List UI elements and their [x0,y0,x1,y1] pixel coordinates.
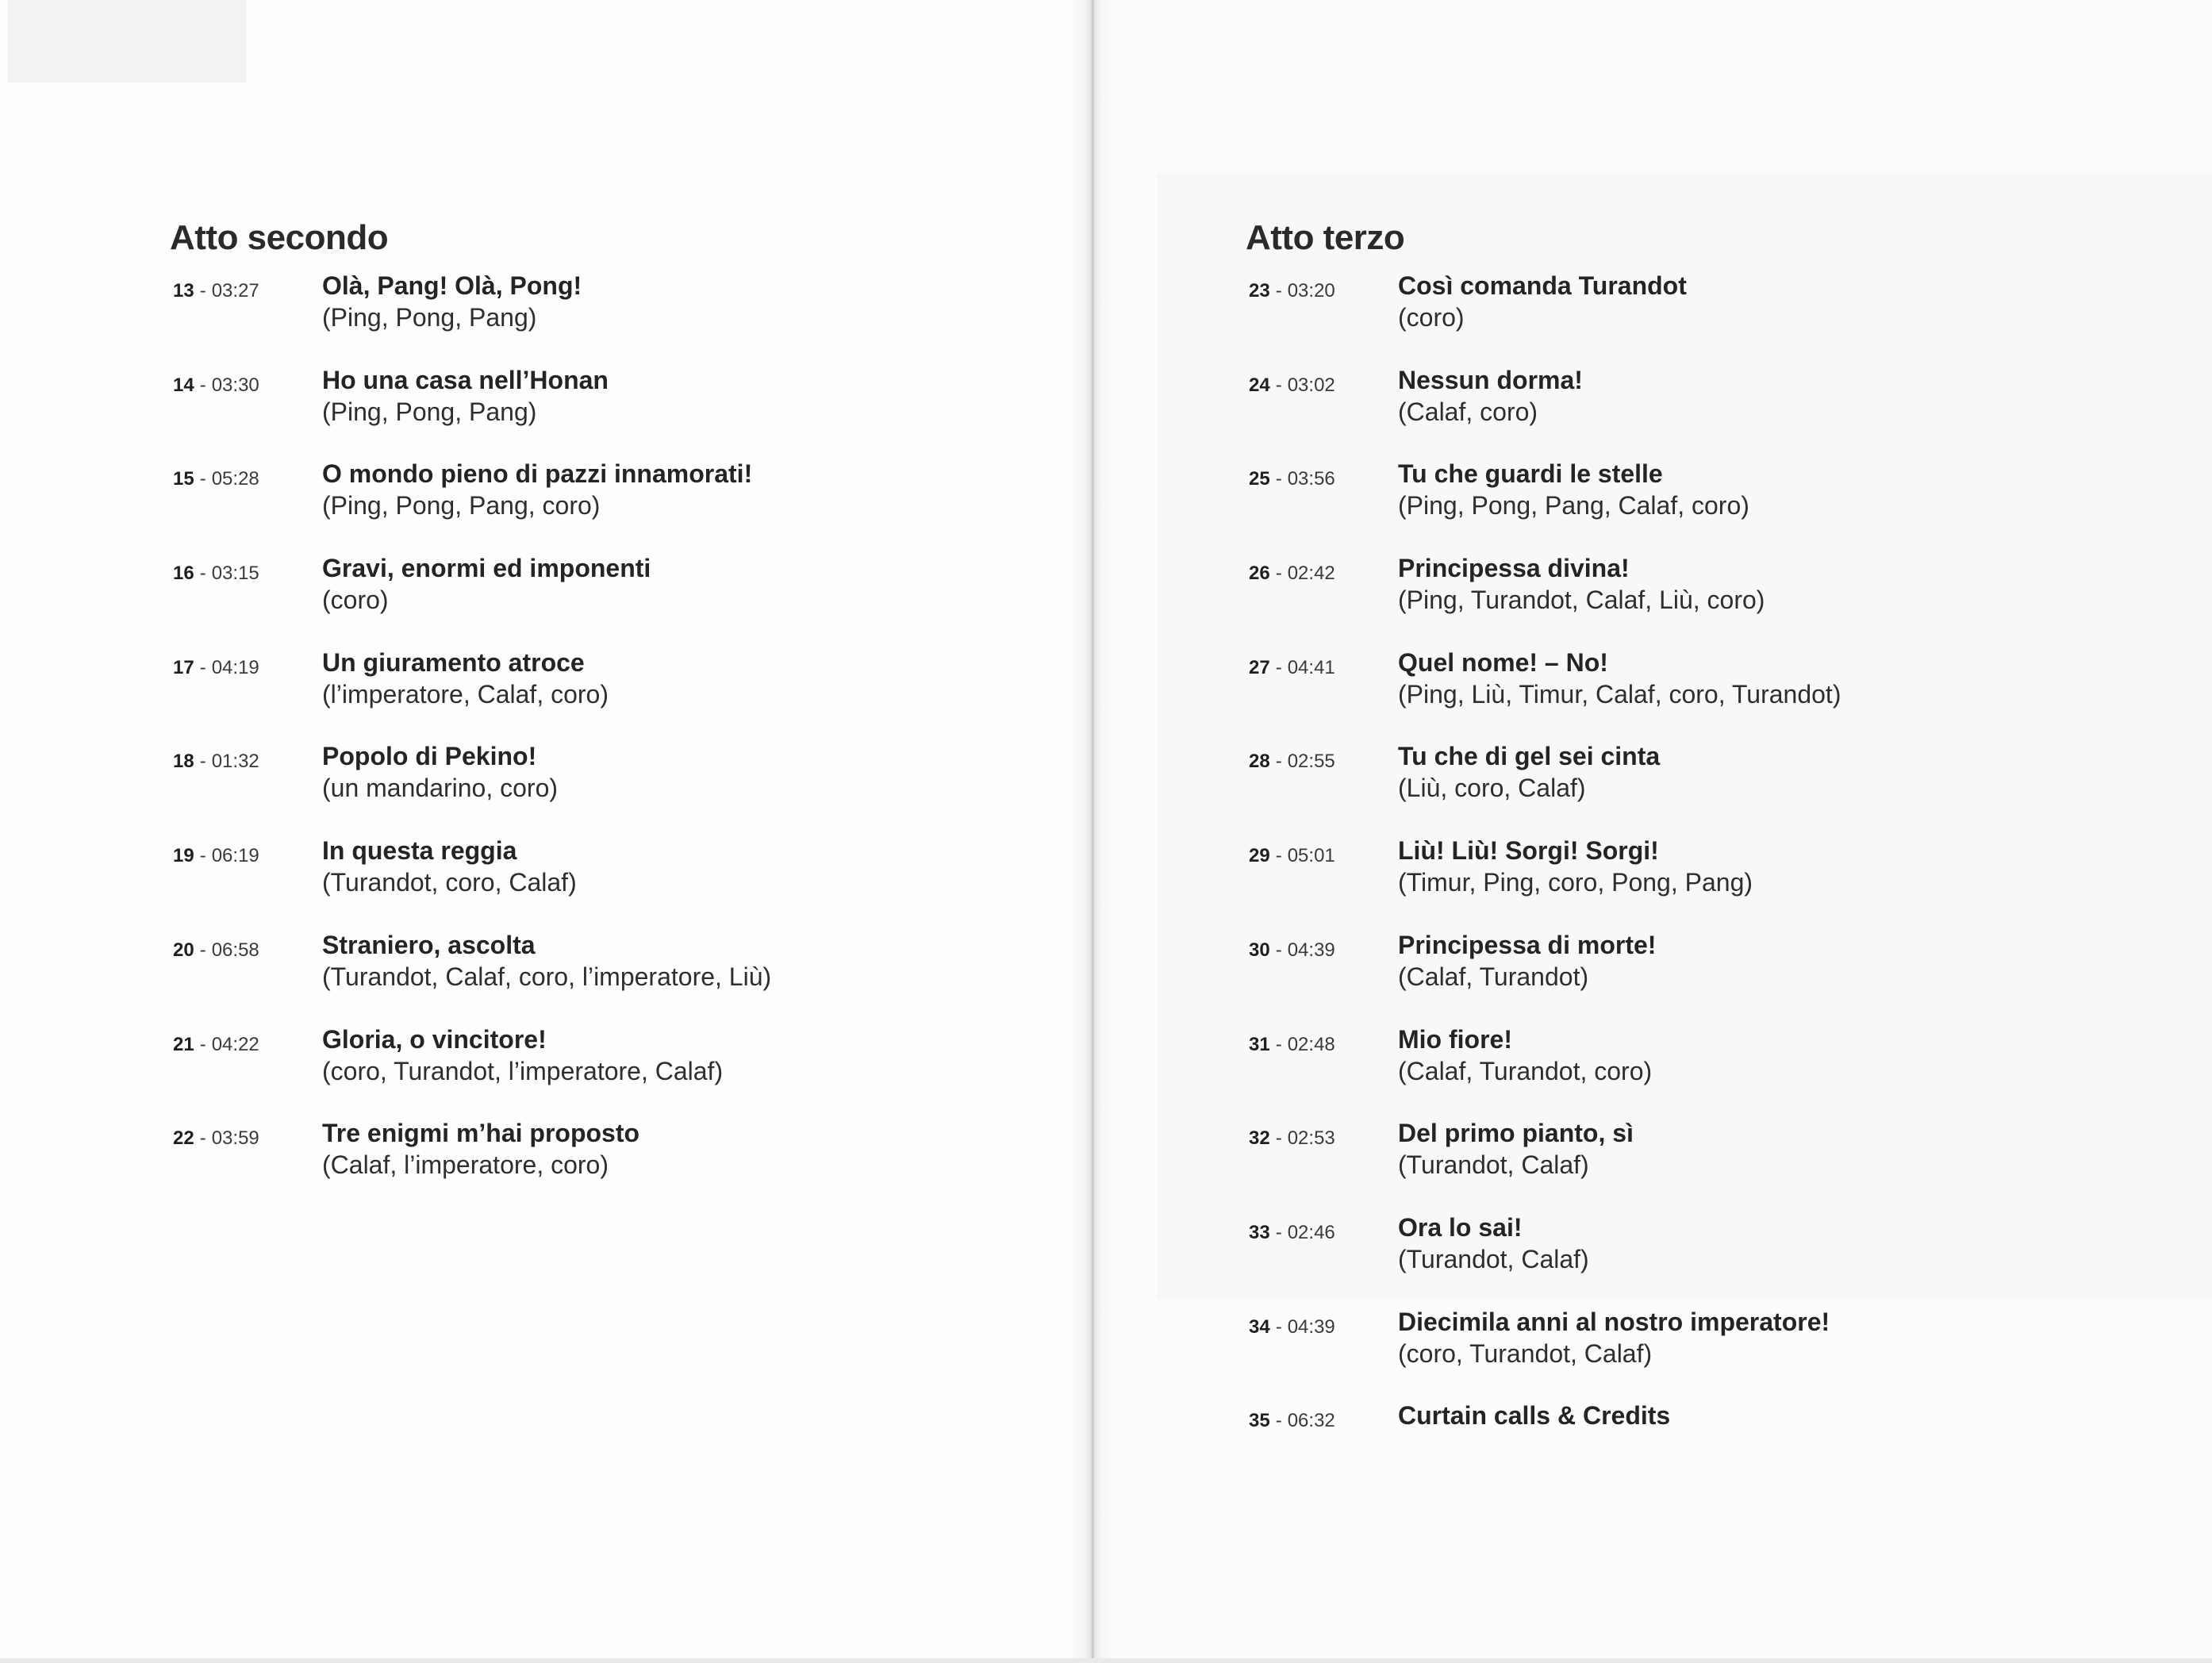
track-number: 35 [1249,1410,1270,1432]
track-text [322,1024,723,1087]
track-cast: (coro) [322,586,389,615]
track-number: 22 [173,1127,194,1150]
track-number: 30 [1249,939,1270,961]
track-number: 24 [1249,374,1270,396]
track-cast: (Ping, Pong, Pang, coro) [322,491,601,520]
track-20 [170,929,772,1024]
track-31 [1246,1024,1653,1118]
track-separator: - [1275,751,1282,773]
track-text [1398,1306,1830,1369]
track-cast: (Liù, coro, Calaf) [1398,774,1586,803]
track-title: Così comanda Turandot [1398,271,1687,300]
track-duration: 02:53 [1287,1127,1335,1150]
track-id [173,844,259,868]
track-title: Un giuramento atroce [322,647,585,677]
track-18 [170,740,559,835]
track-duration: 03:30 [211,374,259,396]
track-id [1249,939,1335,962]
track-number: 14 [173,374,194,396]
track-cast: (coro, Turandot, l’imperatore, Calaf) [322,1056,724,1085]
track-text [322,1117,639,1181]
track-duration: 02:55 [1287,751,1335,773]
track-title: Liù! Liù! Sorgi! Sorgi! [1398,836,1659,866]
track-id [173,279,259,303]
track-separator: - [1275,1221,1282,1243]
track-duration: 06:32 [1287,1410,1335,1432]
track-text [1398,835,1753,898]
track-id [1249,467,1335,491]
track-title: In questa reggia [322,836,517,866]
track-separator: - [1275,939,1282,961]
track-separator: - [1275,280,1282,301]
track-34 [1246,1306,1830,1400]
track-duration: 04:22 [211,1033,259,1055]
track-id [1249,1127,1335,1150]
track-cast: (Timur, Ping, coro, Pong, Pang) [1398,868,1753,897]
track-19 [170,835,577,929]
track-id [173,750,259,774]
track-id [1249,1221,1335,1245]
track-separator: - [1275,1127,1282,1150]
track-29 [1246,835,1753,929]
track-24 [1246,364,1583,459]
track-number: 18 [173,751,194,773]
track-text [322,647,609,710]
track-cast: (coro) [1398,303,1465,332]
track-16 [170,552,651,647]
track-26 [1246,552,1765,647]
track-separator: - [199,468,206,490]
track-text [322,929,771,993]
page-bottom-edge [0,1658,2212,1663]
track-duration: 04:39 [1287,1315,1335,1338]
track-number: 28 [1249,751,1270,773]
track-title: Diecimila anni al nostro imperatore! [1398,1307,1830,1336]
track-number: 27 [1249,656,1270,678]
track-text [1398,1400,1670,1431]
track-id [173,1127,259,1150]
track-21 [170,1024,724,1118]
track-duration: 05:01 [1287,845,1335,867]
track-id [173,656,259,680]
track-id [1249,750,1335,774]
track-title: Tre enigmi m’hai proposto [322,1119,640,1148]
track-cast: (Calaf, l’imperatore, coro) [322,1150,609,1180]
track-id [1249,1033,1335,1057]
track-number: 15 [173,468,194,490]
track-duration: 03:15 [211,563,259,585]
track-id [1249,656,1335,680]
track-title: Curtain calls & Credits [1398,1401,1671,1431]
track-text [322,364,609,428]
track-title: Mio fiore! [1398,1024,1512,1054]
track-duration: 03:02 [1287,374,1335,396]
track-title: Del primo pianto, sì [1398,1119,1634,1148]
track-cast: (coro, Turandot, Calaf) [1398,1338,1653,1368]
track-number: 23 [1249,280,1270,301]
track-cast: (Calaf, Turandot, coro) [1398,1056,1653,1085]
track-text [1398,740,1660,804]
track-id [173,562,259,586]
track-text [322,552,651,616]
track-number: 29 [1249,845,1270,867]
track-separator: - [1275,1033,1282,1055]
track-title: Gloria, o vincitore! [322,1024,547,1054]
track-title: Principessa divina! [1398,554,1630,583]
scan-corner-mark [8,0,246,83]
track-title: Tu che guardi le stelle [1398,459,1663,489]
track-duration: 04:19 [211,656,259,678]
track-separator: - [1275,656,1282,678]
track-cast: (Ping, Turandot, Calaf, Liù, coro) [1398,586,1765,615]
track-title: Principessa di morte! [1398,930,1657,959]
track-separator: - [1275,468,1282,490]
track-text [322,270,582,333]
track-22 [170,1117,640,1212]
track-separator: - [199,563,206,585]
track-text [1398,647,1841,710]
track-id [1249,374,1335,398]
track-id [173,939,259,962]
track-number: 19 [173,845,194,867]
track-cast: (Turandot, Calaf) [1398,1150,1589,1180]
track-duration: 02:46 [1287,1221,1335,1243]
track-id [1249,844,1335,868]
book-gutter [1071,0,1114,1663]
track-title: Straniero, ascolta [322,930,536,959]
track-text [1398,552,1765,616]
track-cast: (un mandarino, coro) [322,774,559,803]
track-duration: 03:20 [1287,280,1335,301]
track-duration: 06:58 [211,939,259,961]
track-cast: (l’imperatore, Calaf, coro) [322,679,609,709]
track-cast: (Ping, Pong, Pang) [322,303,537,332]
track-id [173,1033,259,1057]
act-terzo [1246,214,1841,1494]
track-separator: - [199,1033,206,1055]
track-title: Popolo di Pekino! [322,742,537,771]
track-id [173,374,259,398]
track-separator: - [1275,374,1282,396]
track-cast: (Turandot, Calaf, coro, l’imperatore, Liù) [322,962,772,991]
track-duration: 06:19 [211,845,259,867]
track-duration: 03:59 [211,1127,259,1150]
track-separator: - [1275,845,1282,867]
track-id [1249,279,1335,303]
track-text [1398,270,1687,333]
track-text [322,835,577,898]
track-title: Nessun dorma! [1398,365,1583,394]
track-number: 31 [1249,1033,1270,1055]
track-35 [1246,1400,1671,1494]
track-text [322,740,558,804]
track-cast: (Turandot, coro, Calaf) [322,868,577,897]
track-text [1398,458,1749,521]
track-duration: 03:56 [1287,468,1335,490]
track-text [1398,1024,1652,1087]
track-separator: - [199,845,206,867]
track-duration: 05:28 [211,468,259,490]
track-25 [1246,458,1749,552]
track-23 [1246,270,1687,364]
track-separator: - [199,1127,206,1150]
track-number: 17 [173,656,194,678]
track-title: Quel nome! – No! [1398,647,1608,677]
track-cast: (Turandot, Calaf) [1398,1244,1589,1273]
track-cast: (Ping, Pong, Pang, Calaf, coro) [1398,491,1749,520]
track-separator: - [1275,1315,1282,1338]
track-32 [1246,1117,1634,1212]
track-title: Gravi, enormi ed imponenti [322,554,651,583]
track-title: Olà, Pang! Olà, Pong! [322,271,582,300]
track-number: 26 [1249,563,1270,585]
track-duration: 04:41 [1287,656,1335,678]
track-separator: - [199,656,206,678]
track-separator: - [199,280,206,301]
track-id [1249,562,1335,586]
track-cast: (Ping, Liù, Timur, Calaf, coro, Turandot) [1398,679,1841,709]
track-title: Ora lo sai! [1398,1212,1523,1242]
track-duration: 04:39 [1287,939,1335,961]
track-duration: 01:32 [211,751,259,773]
track-28 [1246,740,1661,835]
track-title: O mondo pieno di pazzi innamorati! [322,459,753,489]
track-30 [1246,929,1657,1024]
track-cast: (Calaf, Turandot) [1398,962,1589,991]
track-number: 32 [1249,1127,1270,1150]
act-title: Atto terzo [1246,218,1405,257]
track-text [1398,929,1656,993]
track-text [1398,1117,1634,1181]
track-duration: 02:42 [1287,563,1335,585]
track-27 [1246,647,1841,741]
track-id [1249,1315,1335,1339]
track-duration: 03:27 [211,280,259,301]
act-title: Atto secondo [170,218,389,257]
track-15 [170,458,753,552]
track-number: 21 [173,1033,194,1055]
track-cast: (Ping, Pong, Pang) [322,397,537,426]
track-id [173,467,259,491]
track-id [1249,1409,1335,1433]
track-13 [170,270,582,364]
track-number: 16 [173,563,194,585]
track-33 [1246,1212,1589,1306]
track-cast: (Calaf, coro) [1398,397,1538,426]
track-17 [170,647,609,741]
track-number: 20 [173,939,194,961]
track-text [1398,1212,1589,1275]
track-text [322,458,752,521]
track-title: Ho una casa nell’Honan [322,365,609,394]
track-separator: - [1275,1410,1282,1432]
track-title: Tu che di gel sei cinta [1398,742,1661,771]
left-page [0,0,1092,1663]
track-duration: 02:48 [1287,1033,1335,1055]
track-number: 34 [1249,1315,1270,1338]
track-14 [170,364,609,459]
track-separator: - [199,374,206,396]
act-secondo [170,214,772,1212]
track-separator: - [1275,563,1282,585]
track-number: 33 [1249,1221,1270,1243]
track-number: 13 [173,280,194,301]
track-text [1398,364,1583,428]
track-separator: - [199,939,206,961]
track-number: 25 [1249,468,1270,490]
track-separator: - [199,751,206,773]
